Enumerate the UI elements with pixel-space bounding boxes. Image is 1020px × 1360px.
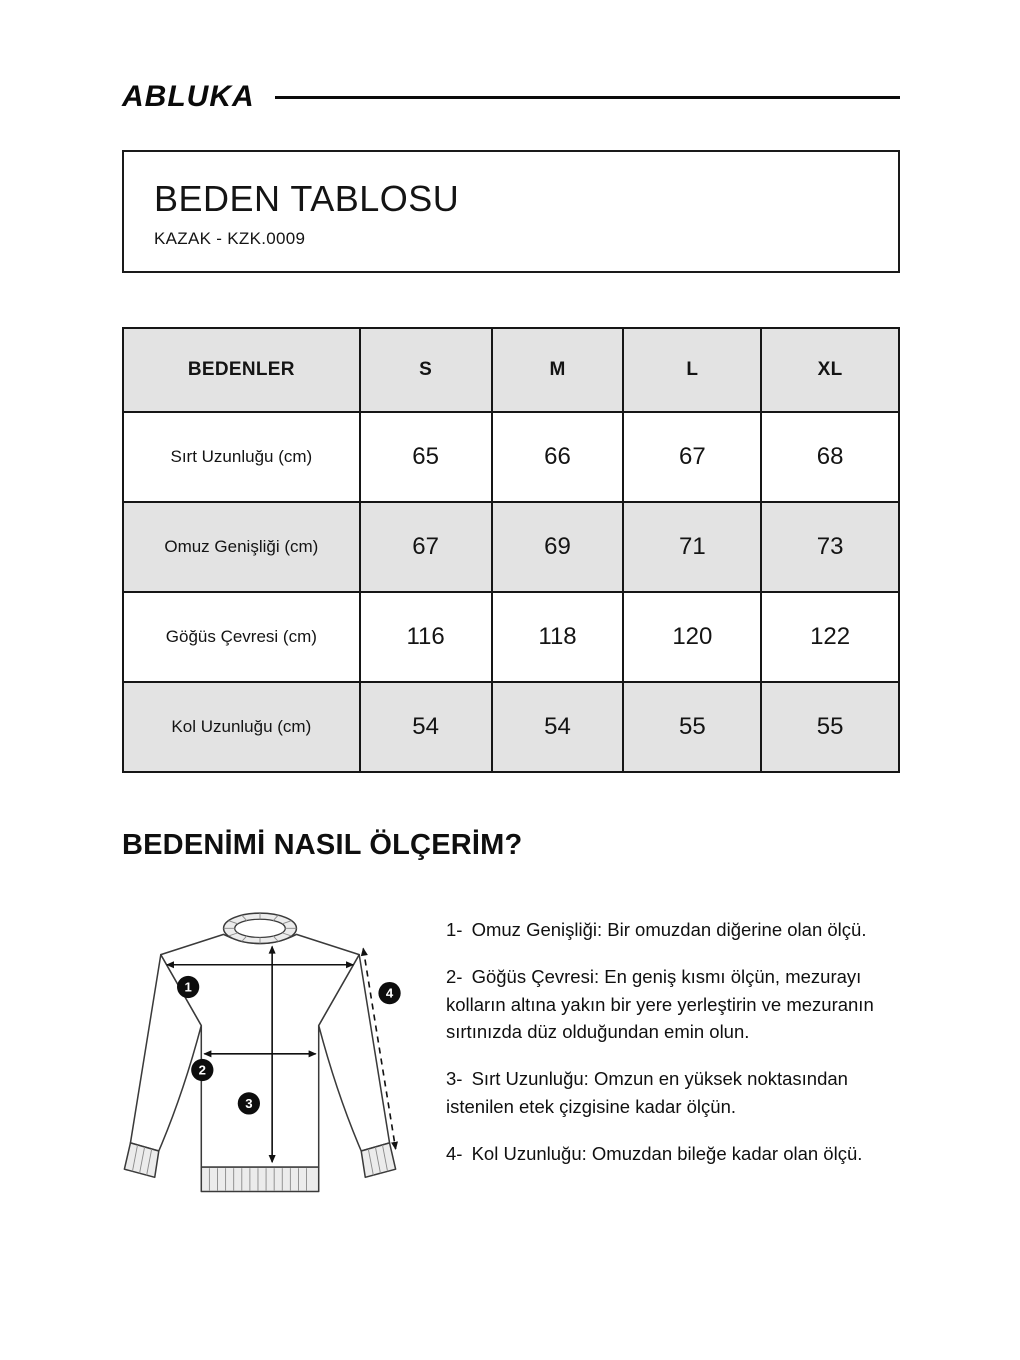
size-value: 67	[360, 502, 492, 592]
table-header-row	[123, 328, 899, 412]
step-text: Sırt Uzunluğu: Omzun en yüksek noktasından istenilen etek çizgisine kadar ölçün.	[446, 1068, 848, 1117]
size-value: 122	[761, 592, 899, 682]
row-label: Göğüs Çevresi (cm)	[123, 592, 360, 682]
size-value: 120	[623, 592, 761, 682]
size-value: 54	[492, 682, 624, 772]
column-header-l: L	[623, 328, 761, 412]
diagram-marker-2	[191, 1059, 213, 1081]
size-value: 118	[492, 592, 624, 682]
step-number: 2-	[446, 965, 463, 987]
size-value: 65	[360, 412, 492, 502]
diagram-marker-1	[177, 976, 199, 998]
step-text: Göğüs Çevresi: En geniş kısmı ölçün, mezurayı kolların altına yakın bir yere yerleştirin ve mezuranın sırtınızda düz olduğundan emin olun.	[446, 965, 874, 1043]
row-label: Kol Uzunluğu (cm)	[123, 682, 360, 772]
measure-instructions	[446, 902, 900, 1241]
how-to-section	[122, 902, 900, 1241]
page-title: BEDEN TABLOSU	[154, 178, 460, 219]
step-text: Omuz Genişliği: Bir omuzdan diğerine olan ölçü.	[471, 919, 867, 940]
product-code: KAZAK - KZK.0009	[154, 229, 306, 248]
size-value: 67	[623, 412, 761, 502]
size-value: 54	[360, 682, 492, 772]
brand-header	[122, 80, 900, 114]
section-heading: BEDENİMİ NASIL ÖLÇERİM?	[122, 829, 523, 861]
step-text: Kol Uzunluğu: Omuzdan bileğe kadar olan ölçü.	[471, 1142, 863, 1164]
svg-text:1: 1	[184, 979, 192, 995]
table-row	[123, 592, 899, 682]
measure-step	[446, 963, 900, 1046]
size-table	[122, 327, 900, 773]
hem-band	[201, 1167, 318, 1191]
collar	[224, 913, 297, 943]
table-row	[123, 412, 899, 502]
row-label: Sırt Uzunluğu (cm)	[123, 412, 360, 502]
table-row	[123, 502, 899, 592]
step-number: 1-	[446, 919, 463, 940]
column-header-m: M	[492, 328, 624, 412]
size-value: 73	[761, 502, 899, 592]
sweater-illustration	[108, 902, 412, 1236]
sweater-diagram	[108, 902, 412, 1241]
title-box	[122, 150, 900, 273]
measure-step	[446, 1140, 900, 1168]
size-value: 66	[492, 412, 624, 502]
header-rule	[275, 96, 900, 99]
diagram-marker-4	[378, 982, 400, 1004]
measure-step	[446, 916, 900, 944]
step-number: 4-	[446, 1142, 463, 1164]
size-value: 55	[761, 682, 899, 772]
diagram-marker-3	[238, 1092, 260, 1114]
step-number: 3-	[446, 1068, 463, 1089]
column-header-sizes: BEDENLER	[123, 328, 360, 412]
row-label: Omuz Genişliği (cm)	[123, 502, 360, 592]
column-header-xl: XL	[761, 328, 899, 412]
size-value: 116	[360, 592, 492, 682]
svg-text:2: 2	[198, 1062, 206, 1078]
table-row	[123, 682, 899, 772]
size-value: 69	[492, 502, 624, 592]
brand-logo: ABLUKA	[122, 80, 255, 113]
svg-text:4: 4	[385, 985, 394, 1001]
measure-step	[446, 1065, 900, 1121]
size-value: 68	[761, 412, 899, 502]
svg-text:3: 3	[245, 1095, 253, 1111]
size-value: 71	[623, 502, 761, 592]
column-header-s: S	[360, 328, 492, 412]
size-value: 55	[623, 682, 761, 772]
